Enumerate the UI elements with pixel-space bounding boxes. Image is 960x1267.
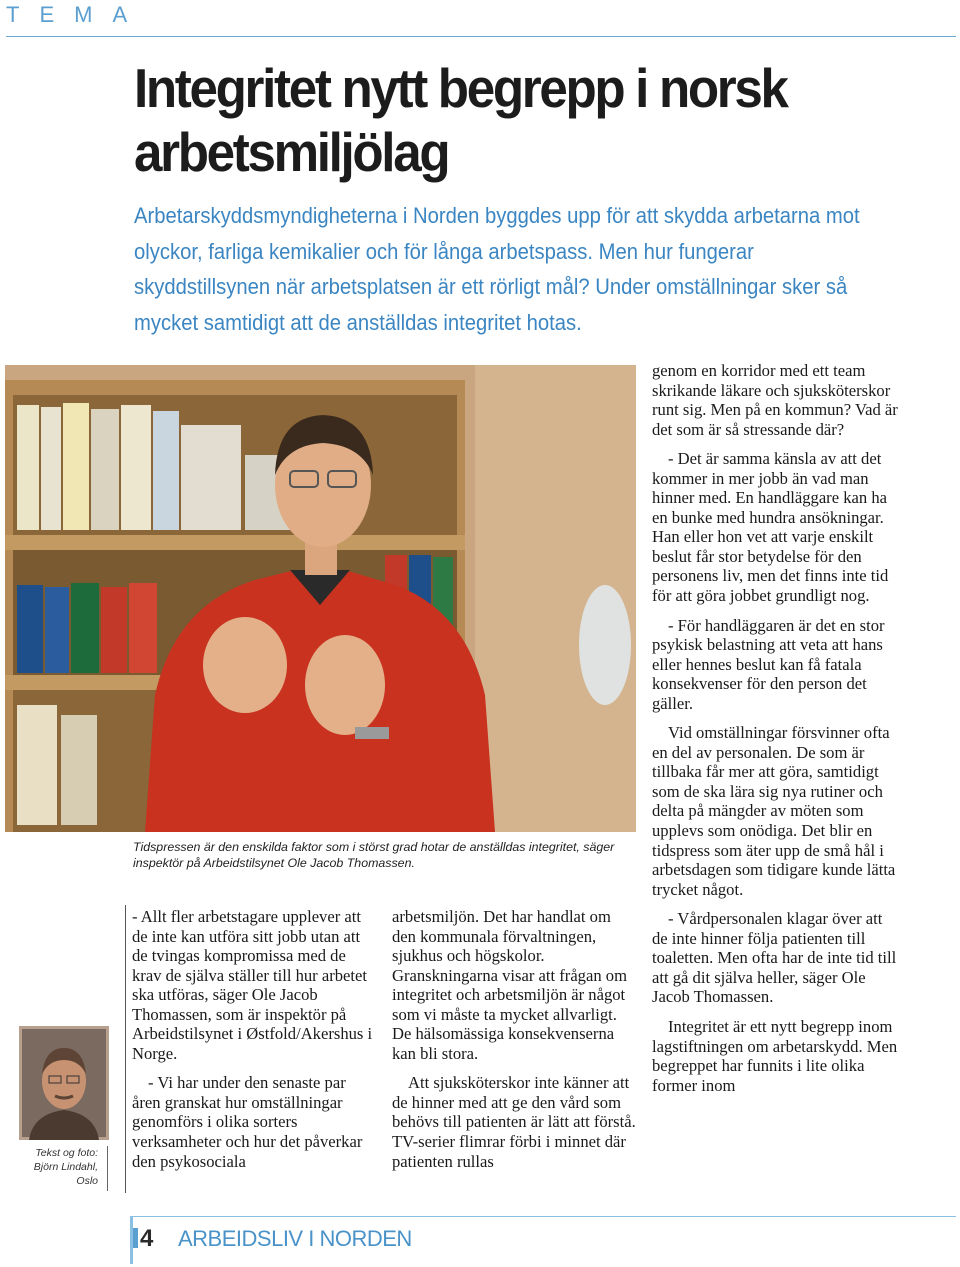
column-rule — [125, 905, 126, 1193]
magazine-name: ARBEIDSLIV I NORDEN — [178, 1226, 412, 1251]
paragraph: genom en korridor med ett team skrikande läkare och sjuksköterskor runt sig. Men på en kommun? Vad är det som är så stressande där? — [652, 361, 898, 439]
top-rule — [6, 36, 956, 37]
paragraph: Att sjuksköterskor inte känner att de hinner med att ge den vård som behövs till patienten är lätt att förstå. TV-serier flimrar förbi i minnet där patienten rullas — [392, 1073, 636, 1171]
paragraph: - Vårdpersonalen klagar över att de inte hinner följa patienten till toaletten. Men ofta har de inte tid till att gå dit själva heller, säger Ole Jacob Thomassen. — [652, 909, 897, 1007]
paragraph: - Vi har under den senaste par åren granskat hur omställningar genomförs i olika sorters verksamheter och hur det påverkar den psykosociala — [132, 1073, 363, 1171]
paragraph: - Det är samma känsla av att det kommer in mer jobb än vad man hinner med. En handläggare kan ha en bunke med hundra ansökningar. Han eller hon vet att varje enskilt beslut får stor betydelse för den personens liv, men det finns inte tid för att göra jobbet grundligt nog. — [652, 449, 889, 606]
page-number — [133, 1225, 153, 1253]
headline: Integritet nytt begrepp i norsk arbetsmiljölag — [134, 57, 787, 183]
photo-caption: Tidspressen är den enskilda faktor som i störst grad hotar de anställdas integritet, säger inspektör på Arbeidstilsynet Ole Jacob Thomassen. — [133, 840, 615, 870]
page-number-marker — [133, 1228, 138, 1248]
paragraph: Integritet är ett nytt begrepp inom lagstiftningen om arbetarskydd. Men begreppet har funnits i lite olika former inom — [652, 1016, 898, 1095]
author-rule — [107, 1146, 108, 1191]
column-1 — [132, 907, 378, 1181]
author-credit — [14, 1146, 98, 1188]
section-tag: TEMA — [6, 2, 148, 27]
paragraph: - För handläggaren är det en stor psykisk belastning att veta att hans eller hennes beslut kan få fatala konsekvenser för den person det gäller. — [652, 615, 885, 713]
paragraph: - Allt fler arbetstagare upplever att de inte kan utföra sitt jobb utan att de tvingas kompromissa med de krav de själva ställer till hur arbetet ska utföras, säger Ole Jacob Thomassen, som är inspektör på Arbeidstilsynet i Østfold/Akershus i Norge. — [132, 907, 373, 1063]
column-3 — [652, 361, 898, 1105]
author-photo — [19, 1026, 109, 1140]
paragraph: arbetsmiljön. Det har handlat om den kommunala förvaltningen, sjukhus och högskolor. Granskningarna visar att frågan om integritet och arbetsmiljön är något som vi måste ta mycket allvarligt. De hälsomässiga konsekvenserna kan bli stora. — [392, 907, 627, 1063]
credit-line: Tekst og foto: — [35, 1147, 98, 1159]
page-number-text: 4 — [140, 1225, 154, 1252]
credit-line: Oslo — [76, 1175, 98, 1187]
paragraph: Vid omställningar försvinner ofta en del av personalen. De som är tillbaka får mer att göra, samtidigt som de ska lära sig nya rutiner och delta på mängder av möten som upplevs som onödiga. Det blir en tidspress som äter upp de små hål i arbetsdagen som tidigare kunde lätta trycket något. — [652, 723, 896, 899]
main-photo — [5, 365, 636, 832]
column-2 — [392, 907, 638, 1181]
lead-paragraph: Arbetarskyddsmyndigheterna i Norden byggdes upp för att skydda arbetarna mot olyckor, farliga kemikalier och för långa arbetspass. Men hur fungerar skyddstillsynen när arbetsplatsen är ett rörligt mål? Under omställningar sker så mycket samtidigt att de anställdas integritet hotas. — [134, 203, 860, 335]
credit-line: Björn Lindahl, — [33, 1161, 98, 1173]
footer-rule — [130, 1216, 956, 1217]
